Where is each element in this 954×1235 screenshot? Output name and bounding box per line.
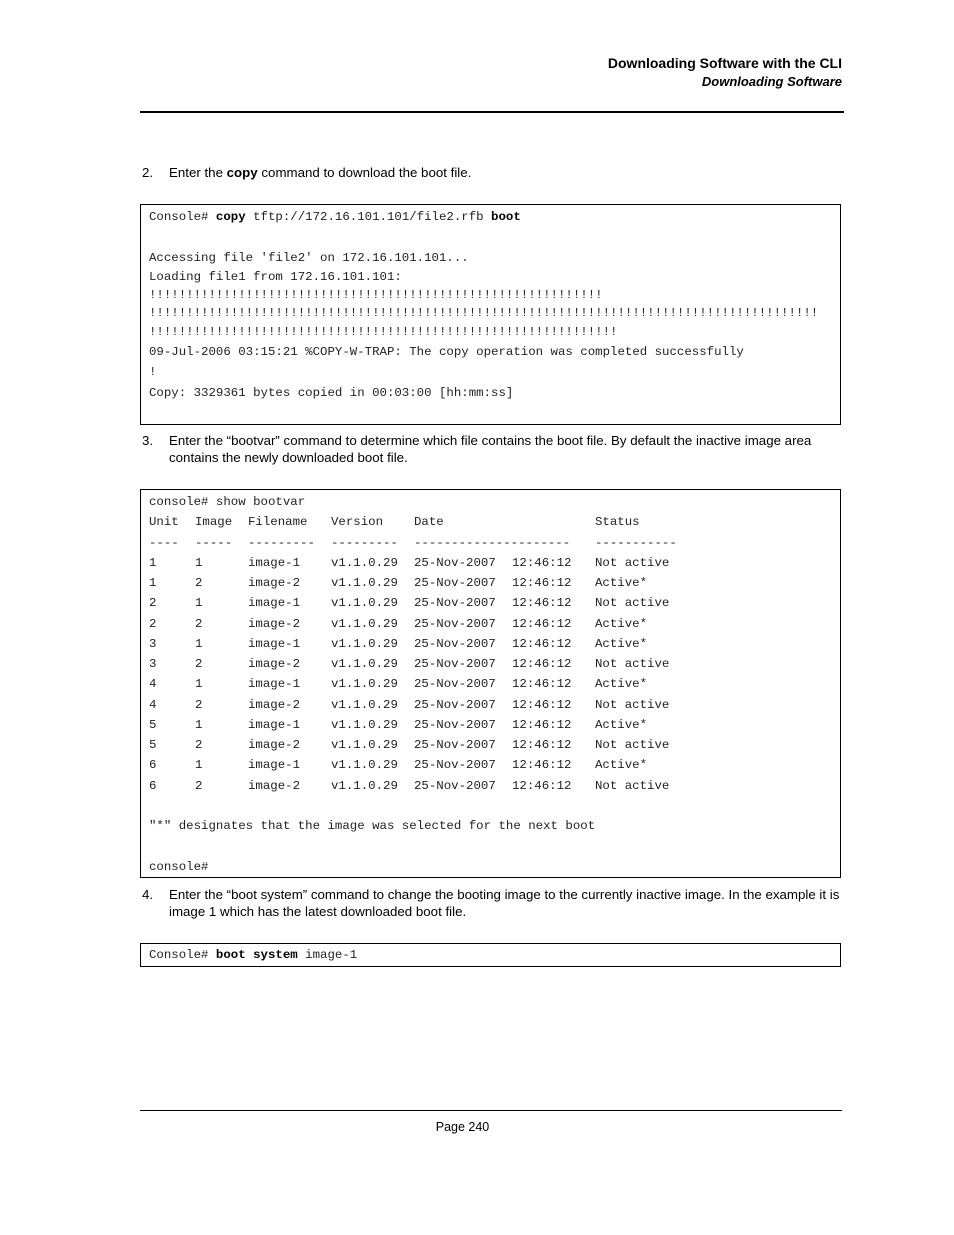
footer-rule	[140, 1110, 842, 1111]
code-line: !	[149, 365, 157, 380]
code-line: !!!!!!!!!!!!!!!!!!!!!!!!!!!!!!!!!!!!!!!!!!!!!!!!!!!!!!!!!!!!!!!	[149, 324, 618, 339]
table-cell: image-1	[248, 555, 301, 570]
table-cell: 12:46:12	[512, 657, 572, 671]
table-cell: v1.1.0.29	[331, 616, 398, 631]
table-cell: v1.1.0.29	[331, 576, 398, 590]
page-number: Page 240	[435, 1120, 490, 1134]
table-cell: 1	[195, 636, 203, 651]
header-title: Downloading Software with the CLI	[607, 55, 842, 71]
code-line: console#	[149, 859, 209, 874]
table-cell: image-1	[248, 717, 301, 732]
table-header-cell: Status	[595, 515, 640, 530]
code-line: !!!!!!!!!!!!!!!!!!!!!!!!!!!!!!!!!!!!!!!!!!!!!!!!!!!!!!!!!!!!!!!!!!!!!!!!!!!!!!!!!!!!!!!!!!	[149, 305, 819, 320]
table-separator: ----	[149, 535, 179, 550]
code-line: console# show bootvar	[149, 495, 306, 509]
step-2-command: copy	[226, 165, 258, 180]
step-3-text: Enter the “bootvar” command to determine which file contains the boot file. By default the inactive image area contains the newly downloaded boot file.	[169, 433, 812, 465]
table-cell: 5	[149, 717, 157, 732]
table-cell: 25-Nov-2007	[414, 596, 496, 611]
table-cell: 3	[149, 657, 157, 671]
table-cell: 12:46:12	[512, 738, 572, 752]
table-separator: ---------	[248, 535, 315, 550]
table-cell: 2	[195, 657, 203, 671]
table-cell: image-2	[248, 778, 301, 793]
table-separator: ---------------------	[414, 535, 571, 550]
table-cell: Not active	[595, 738, 670, 752]
table-cell: 12:46:12	[512, 758, 572, 773]
table-cell: 2	[195, 576, 203, 590]
table-cell: 25-Nov-2007	[414, 636, 496, 651]
table-header-cell: Version	[331, 515, 384, 530]
code-line	[149, 944, 832, 966]
step-2	[142, 164, 842, 181]
table-separator: -----	[195, 535, 233, 550]
table-cell: 25-Nov-2007	[414, 657, 496, 671]
table-cell: Active*	[595, 758, 648, 773]
table-cell: 2	[149, 616, 157, 631]
step-2-number: 2.	[142, 165, 154, 180]
table-cell: 1	[195, 596, 203, 611]
step-2-text-after: command to download the boot file.	[257, 165, 472, 180]
table-row	[149, 654, 832, 674]
table-separator: ---------	[331, 535, 398, 550]
table-cell: v1.1.0.29	[331, 697, 398, 712]
code-note: "*" designates that the image was selected for the next boot	[149, 819, 596, 833]
code-blank-line	[149, 796, 832, 816]
table-separator: -----------	[595, 535, 677, 550]
table-cell: 25-Nov-2007	[414, 717, 496, 732]
table-row	[149, 755, 832, 775]
table-cell: Not active	[595, 778, 670, 793]
table-row	[149, 614, 832, 634]
table-cell: image-2	[248, 697, 301, 712]
table-cell: 12:46:12	[512, 555, 572, 570]
table-cell: 3	[149, 636, 157, 651]
table-header-row	[149, 512, 832, 532]
table-cell: image-2	[248, 738, 301, 752]
step-4	[142, 886, 842, 920]
table-cell: Active*	[595, 717, 648, 732]
code-line	[149, 207, 832, 227]
code-argument: tftp://172.16.101.101/file2.rfb	[245, 210, 492, 224]
table-cell: Not active	[595, 596, 670, 611]
table-cell: 1	[149, 576, 157, 590]
table-cell: 2	[195, 778, 203, 793]
table-cell: 2	[195, 738, 203, 752]
step-3-number: 3.	[142, 433, 154, 448]
table-cell: 25-Nov-2007	[414, 677, 496, 692]
table-cell: v1.1.0.29	[331, 677, 398, 692]
code-block-bootvar	[140, 489, 841, 878]
table-cell: v1.1.0.29	[331, 596, 398, 611]
table-cell: 6	[149, 778, 157, 793]
table-cell: 12:46:12	[512, 636, 572, 651]
table-cell: 1	[195, 758, 203, 773]
table-cell: image-1	[248, 677, 301, 692]
header-rule	[140, 111, 844, 113]
table-cell: v1.1.0.29	[331, 657, 398, 671]
table-cell: v1.1.0.29	[331, 555, 398, 570]
code-blank-line	[149, 836, 832, 856]
table-cell: Active*	[595, 576, 648, 590]
code-target: boot	[491, 210, 521, 224]
table-cell: image-1	[248, 758, 301, 773]
code-blank-line	[149, 227, 832, 247]
table-row	[149, 695, 832, 715]
table-cell: v1.1.0.29	[331, 738, 398, 752]
code-line: Copy: 3329361 bytes copied in 00:03:00 [hh:mm:ss]	[149, 385, 514, 400]
table-row	[149, 715, 832, 735]
step-4-text: Enter the “boot system” command to change the booting image to the currently inactive image. In the example it is image 1 which has the latest downloaded boot file.	[169, 887, 840, 919]
step-2-text-before: Enter the	[169, 165, 227, 180]
table-cell: v1.1.0.29	[331, 636, 398, 651]
table-row	[149, 776, 832, 796]
table-cell: 25-Nov-2007	[414, 555, 496, 570]
code-command: boot system	[215, 948, 298, 962]
table-header-cell: Image	[195, 515, 233, 530]
table-cell: 2	[195, 697, 203, 712]
table-cell: 1	[195, 677, 203, 692]
table-cell: 12:46:12	[512, 717, 572, 732]
table-cell: Active*	[595, 636, 648, 651]
table-header-cell: Date	[414, 515, 444, 530]
table-cell: 12:46:12	[512, 596, 572, 611]
code-command: copy	[215, 210, 246, 224]
header-subtitle: Downloading Software	[701, 74, 842, 89]
table-cell: 4	[149, 677, 157, 692]
table-cell: image-2	[248, 657, 301, 671]
table-body	[149, 553, 832, 796]
table-cell: Active*	[595, 677, 648, 692]
table-cell: 6	[149, 758, 157, 773]
code-prompt: Console#	[149, 948, 216, 962]
table-cell: 2	[195, 616, 203, 631]
table-cell: 5	[149, 738, 157, 752]
table-cell: 12:46:12	[512, 576, 572, 590]
code-line: !!!!!!!!!!!!!!!!!!!!!!!!!!!!!!!!!!!!!!!!!!!!!!!!!!!!!!!!!!!!!	[149, 287, 603, 302]
table-cell: v1.1.0.29	[331, 758, 398, 773]
table-cell: 4	[149, 697, 157, 712]
step-4-number: 4.	[142, 887, 154, 902]
table-header-cell: Filename	[248, 515, 308, 530]
code-prompt: Console#	[149, 210, 216, 224]
table-cell: image-1	[248, 596, 301, 611]
table-cell: 25-Nov-2007	[414, 576, 496, 590]
table-cell: image-2	[248, 616, 301, 631]
table-row	[149, 735, 832, 755]
table-cell: v1.1.0.29	[331, 778, 398, 793]
step-2-text	[169, 164, 842, 181]
table-row	[149, 553, 832, 573]
table-cell: 25-Nov-2007	[414, 778, 496, 793]
table-cell: image-1	[248, 636, 301, 651]
code-argument: image-1	[297, 948, 358, 962]
table-cell: 1	[195, 555, 203, 570]
table-cell: 1	[149, 555, 157, 570]
step-3	[142, 432, 842, 466]
table-row	[149, 634, 832, 654]
table-cell: 25-Nov-2007	[414, 738, 496, 752]
table-row	[149, 674, 832, 694]
table-cell: 25-Nov-2007	[414, 758, 496, 773]
table-cell: Not active	[595, 697, 670, 712]
table-cell: 25-Nov-2007	[414, 616, 496, 631]
code-line: Accessing file 'file2' on 172.16.101.101...	[149, 250, 469, 265]
table-cell: 12:46:12	[512, 616, 572, 631]
code-line: 09-Jul-2006 03:15:21 %COPY-W-TRAP: The copy operation was completed successfully	[149, 345, 744, 360]
table-cell: 25-Nov-2007	[414, 697, 496, 712]
table-cell: 12:46:12	[512, 778, 572, 793]
table-cell: v1.1.0.29	[331, 717, 398, 732]
code-block-copy	[140, 204, 841, 425]
code-line: Loading file1 from 172.16.101.101:	[149, 269, 402, 284]
table-cell: Not active	[595, 657, 670, 671]
table-cell: Not active	[595, 555, 670, 570]
table-cell: 1	[195, 717, 203, 732]
table-separator-row	[149, 533, 832, 553]
table-cell: image-2	[248, 576, 301, 590]
table-cell: 12:46:12	[512, 697, 572, 712]
table-cell: Active*	[595, 616, 648, 631]
table-row	[149, 593, 832, 613]
table-cell: 12:46:12	[512, 677, 572, 692]
code-block-boot-system	[140, 943, 841, 967]
table-cell: 2	[149, 596, 157, 611]
table-header-cell: Unit	[149, 515, 179, 530]
table-row	[149, 573, 832, 593]
